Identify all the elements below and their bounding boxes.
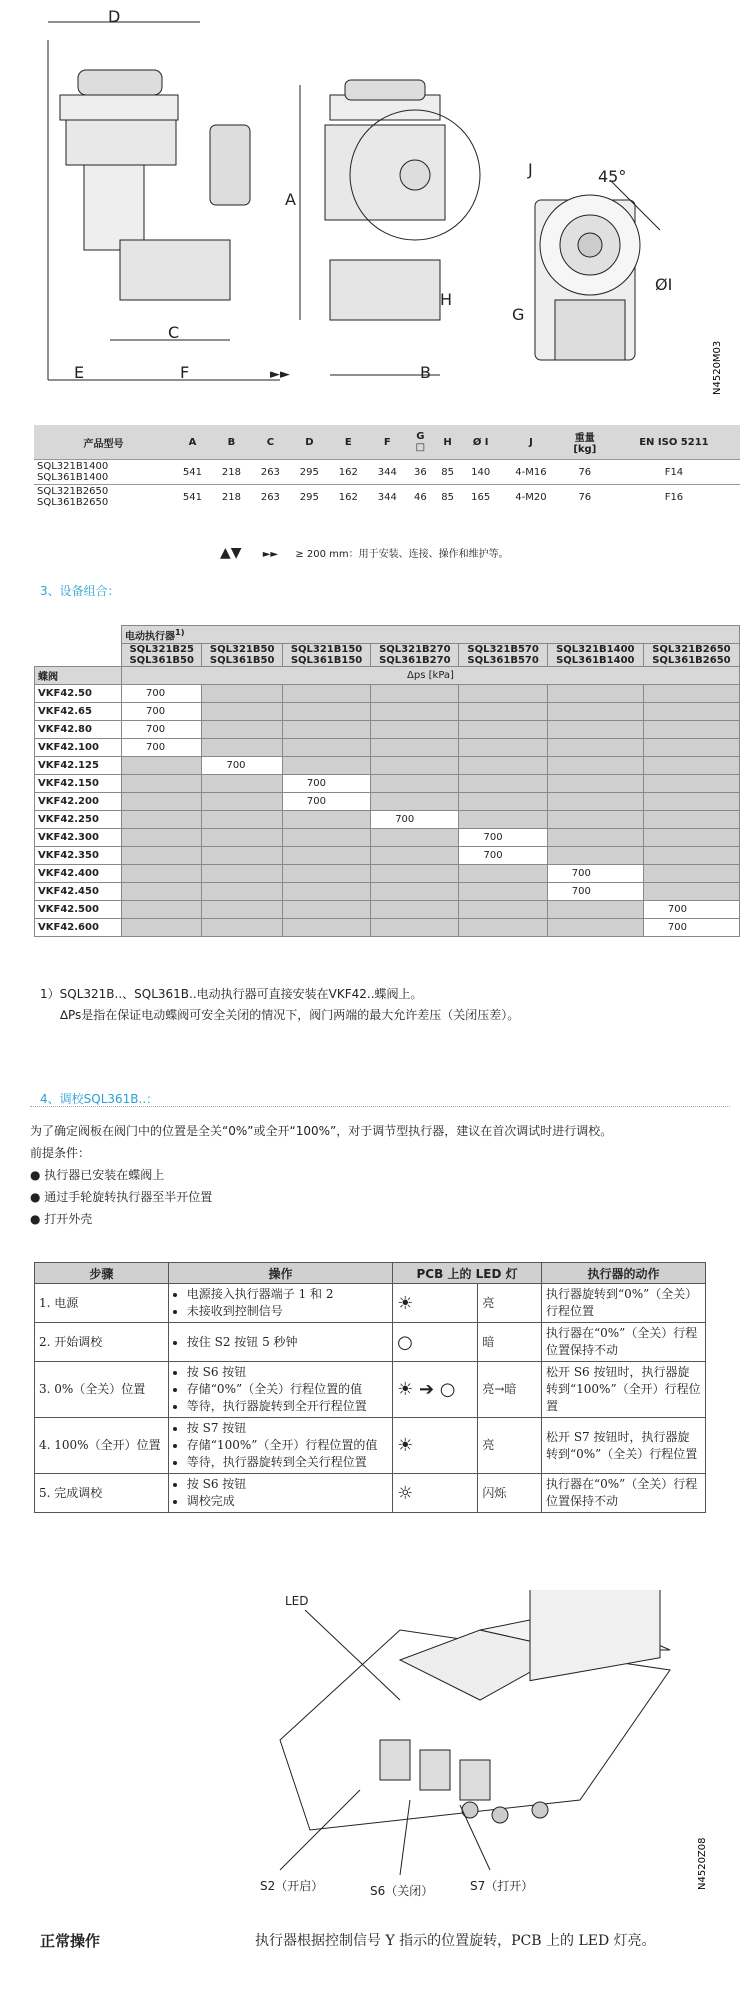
combo-empty-cell xyxy=(547,721,643,739)
spec-cell: 541 xyxy=(182,466,202,478)
operation-item: • 未接收到控制信号 xyxy=(187,1303,388,1320)
combo-empty-cell xyxy=(371,685,459,703)
led-state-text: 闪烁 xyxy=(478,1474,542,1513)
combo-empty-cell xyxy=(459,865,547,883)
col-led: PCB 上的 LED 灯 xyxy=(393,1263,542,1284)
combo-empty-cell xyxy=(371,757,459,775)
operation-item: • 调校完成 xyxy=(187,1493,388,1510)
combo-empty-cell xyxy=(643,883,739,901)
combo-row xyxy=(35,847,740,865)
combo-empty-cell xyxy=(202,703,282,721)
prereq-title: 前提条件： xyxy=(30,1146,91,1160)
combo-empty-cell xyxy=(643,739,739,757)
combo-empty-cell xyxy=(459,775,547,793)
combo-empty-cell xyxy=(122,865,202,883)
combo-empty-cell xyxy=(643,811,739,829)
col-e: E xyxy=(329,425,368,460)
spec-cell: 76 xyxy=(578,491,592,503)
combo-empty-cell xyxy=(202,829,282,847)
section-divider xyxy=(30,1106,730,1107)
spec-cell: 76 xyxy=(578,466,592,478)
combo-valve: VKF42.250 xyxy=(35,811,122,829)
combo-empty-cell xyxy=(202,775,282,793)
operation-item: • 存储“0%”（全关）行程位置的值 xyxy=(187,1381,388,1398)
combo-valve: VKF42.150 xyxy=(35,775,122,793)
right-arrows-icon: ►► xyxy=(262,549,279,560)
combo-empty-cell xyxy=(547,793,643,811)
led-state-text: 亮 xyxy=(478,1418,542,1474)
step-operations xyxy=(168,1418,392,1474)
col-j: J xyxy=(500,425,562,460)
actuator-action: 松开 S6 按钮时，执行器旋转到“100%”（全开）行程位置 xyxy=(542,1362,706,1418)
col-h: H xyxy=(434,425,461,460)
combo-empty-cell xyxy=(282,829,370,847)
spec-cell: 295 xyxy=(299,466,319,478)
combo-actuator: SQL321B150 SQL361B150 xyxy=(282,644,370,667)
combo-valve: VKF42.400 xyxy=(35,865,122,883)
combo-empty-cell xyxy=(459,703,547,721)
combo-empty-cell xyxy=(282,883,370,901)
combo-dps-value: 700 xyxy=(122,703,202,721)
clearance-arrows: ►► xyxy=(270,367,290,382)
led-state-text: 亮 xyxy=(478,1284,542,1323)
combo-row xyxy=(35,865,740,883)
led-state-icon: ☼ xyxy=(393,1474,478,1513)
legend-row xyxy=(220,545,509,561)
col-b: B xyxy=(212,425,251,460)
led-state-icon: ○ xyxy=(393,1323,478,1362)
normal-op-title: 正常操作 xyxy=(40,1932,101,1950)
dim-label-h: H xyxy=(440,290,453,309)
combo-empty-cell xyxy=(643,829,739,847)
combo-valve: VKF42.600 xyxy=(35,919,122,937)
step-name: 2. 开始调校 xyxy=(35,1323,169,1362)
combo-row xyxy=(35,883,740,901)
combo-empty-cell xyxy=(122,847,202,865)
step-row xyxy=(35,1284,706,1323)
combo-empty-cell xyxy=(282,703,370,721)
drawing-code: N4520M03 xyxy=(712,340,723,395)
combo-valve-header: 蝶阀 xyxy=(35,667,122,685)
prereq-item: ● 打开外壳 xyxy=(30,1212,93,1226)
spec-cell: 344 xyxy=(377,491,397,503)
combo-dps-value: 700 xyxy=(643,901,739,919)
combo-empty-cell xyxy=(371,865,459,883)
operation-item: • 按住 S2 按钮 5 秒钟 xyxy=(187,1334,388,1351)
operation-item: • 电源接入执行器端子 1 和 2 xyxy=(187,1286,388,1303)
dim-label-d: D xyxy=(108,7,121,26)
pcb-s6-label: S6（关闭） xyxy=(370,1884,434,1898)
combo-valve: VKF42.500 xyxy=(35,901,122,919)
combo-dps-value: 700 xyxy=(202,757,282,775)
combo-valve: VKF42.450 xyxy=(35,883,122,901)
dim-label-g: G xyxy=(512,305,525,324)
col-i: Ø I xyxy=(461,425,500,460)
spec-cell: 295 xyxy=(299,491,319,503)
combo-empty-cell xyxy=(371,829,459,847)
pcb-svg xyxy=(250,1590,720,1900)
combo-dps-header: Δps [kPa] xyxy=(122,667,740,685)
step-name: 1. 电源 xyxy=(35,1284,169,1323)
combo-row xyxy=(35,811,740,829)
combo-empty-cell xyxy=(202,811,282,829)
step-name: 3. 0%（全关）位置 xyxy=(35,1362,169,1418)
col-g: G □ xyxy=(407,425,434,460)
combo-empty-cell xyxy=(459,901,547,919)
combo-dps-value: 700 xyxy=(459,829,547,847)
step-row xyxy=(35,1418,706,1474)
combo-dps-value: 700 xyxy=(371,811,459,829)
step-operations xyxy=(168,1284,392,1323)
combo-empty-cell xyxy=(122,775,202,793)
combo-empty-cell xyxy=(547,829,643,847)
combo-empty-cell xyxy=(282,919,370,937)
combo-empty-cell xyxy=(459,685,547,703)
combo-empty-cell xyxy=(547,811,643,829)
spec-cell: 218 xyxy=(221,466,241,478)
combo-empty-cell xyxy=(371,703,459,721)
actuator-dimension-svg xyxy=(0,0,740,410)
combo-corner xyxy=(35,644,122,667)
combo-empty-cell xyxy=(202,865,282,883)
pcb-drawing xyxy=(250,1590,720,1900)
combo-empty-cell xyxy=(202,793,282,811)
col-operation: 操作 xyxy=(168,1263,392,1284)
spec-cell: 162 xyxy=(338,491,358,503)
combo-valve: VKF42.50 xyxy=(35,685,122,703)
combo-empty-cell xyxy=(371,901,459,919)
combo-dps-value: 700 xyxy=(122,721,202,739)
dim-label-e: E xyxy=(74,363,85,382)
combo-empty-cell xyxy=(643,865,739,883)
operation-item: • 按 S6 按钮 xyxy=(187,1364,388,1381)
combo-empty-cell xyxy=(202,721,282,739)
spec-cell: 140 xyxy=(471,466,491,478)
combo-valve: VKF42.100 xyxy=(35,739,122,757)
footnote-2: ∆Ps是指在保证电动蝶阀可安全关闭的情况下，阀门两端的最大允许差压（关闭压差）。 xyxy=(60,1008,520,1022)
spec-cell: 541 xyxy=(182,491,202,503)
combo-empty-cell xyxy=(202,919,282,937)
dimension-table xyxy=(34,425,740,509)
operation-item: • 存储“100%”（全开）行程位置的值 xyxy=(187,1437,388,1454)
actuator-action: 松开 S7 按钮时，执行器旋转到“0%”（全关）行程位置 xyxy=(542,1418,706,1474)
step-row xyxy=(35,1474,706,1513)
led-state-icon: ☀ xyxy=(393,1418,478,1474)
combo-empty-cell xyxy=(547,901,643,919)
combo-empty-cell xyxy=(282,721,370,739)
actuator-action: 执行器在“0%”（全关）行程位置保持不动 xyxy=(542,1474,706,1513)
combo-empty-cell xyxy=(282,739,370,757)
combo-row xyxy=(35,703,740,721)
combo-dps-value: 700 xyxy=(459,847,547,865)
combo-empty-cell xyxy=(122,919,202,937)
operation-item: • 按 S6 按钮 xyxy=(187,1476,388,1493)
spec-cell: 4-M20 xyxy=(515,491,547,503)
combo-empty-cell xyxy=(459,721,547,739)
dimension-drawing xyxy=(0,0,740,410)
combo-empty-cell xyxy=(643,793,739,811)
combo-empty-cell xyxy=(122,811,202,829)
section-4-title: 4、调校SQL361B..： xyxy=(40,1092,159,1106)
combo-row xyxy=(35,721,740,739)
combo-dps-value: 700 xyxy=(547,883,643,901)
combo-valve: VKF42.65 xyxy=(35,703,122,721)
combo-dps-value: 700 xyxy=(282,775,370,793)
pcb-s2-label: S2（开启） xyxy=(260,1879,324,1893)
spec-model: SQL321B1400 SQL361B1400 xyxy=(37,461,109,483)
step-name: 5. 完成调校 xyxy=(35,1474,169,1513)
spec-row xyxy=(34,485,740,510)
pcb-led-label: LED xyxy=(285,1594,309,1608)
combo-row xyxy=(35,739,740,757)
combo-empty-cell xyxy=(122,829,202,847)
combo-dps-value: 700 xyxy=(643,919,739,937)
combo-empty-cell xyxy=(371,883,459,901)
step-operations xyxy=(168,1474,392,1513)
calibration-intro: 为了确定阀板在阀门中的位置是全关“0%”或全开“100%”，对于调节型执行器，建议在首次调试时进行调校。 xyxy=(30,1124,613,1138)
footnote-1: 1）SQL321B..、SQL361B..电动执行器可直接安装在VKF42..蝶阀上。 xyxy=(40,987,423,1001)
combo-valve: VKF42.80 xyxy=(35,721,122,739)
combo-empty-cell xyxy=(547,757,643,775)
combo-empty-cell xyxy=(371,847,459,865)
combo-empty-cell xyxy=(643,685,739,703)
combo-empty-cell xyxy=(459,919,547,937)
combo-actuator: SQL321B270 SQL361B270 xyxy=(371,644,459,667)
step-operations xyxy=(168,1362,392,1418)
combo-empty-cell xyxy=(459,793,547,811)
clearance-note: ≥ 200 mm：用于安装、连接、操作和维护等。 xyxy=(295,549,509,560)
combo-empty-cell xyxy=(459,883,547,901)
combo-empty-cell xyxy=(371,721,459,739)
normal-op-text: 执行器根据控制信号 Y 指示的位置旋转，PCB 上的 LED 灯亮。 xyxy=(255,1933,656,1949)
spec-cell: 218 xyxy=(221,491,241,503)
dim-label-b: B xyxy=(420,363,431,382)
spec-cell: 263 xyxy=(260,466,280,478)
combo-empty-cell xyxy=(459,811,547,829)
spec-cell: 344 xyxy=(377,466,397,478)
combo-empty-cell xyxy=(371,919,459,937)
prereq-item: ● 执行器已安装在蝶阀上 xyxy=(30,1168,165,1182)
combo-empty-cell xyxy=(643,757,739,775)
led-state-icon: ☀ xyxy=(393,1284,478,1323)
combo-empty-cell xyxy=(371,775,459,793)
up-down-arrow-icon: ▲▼ xyxy=(220,545,242,561)
combo-empty-cell xyxy=(282,847,370,865)
dim-label-i: ØI xyxy=(655,275,673,294)
combo-valve: VKF42.200 xyxy=(35,793,122,811)
combo-empty-cell xyxy=(202,739,282,757)
combo-empty-cell xyxy=(122,901,202,919)
led-state-text: 暗 xyxy=(478,1323,542,1362)
spec-cell: 85 xyxy=(441,466,454,478)
combo-row xyxy=(35,775,740,793)
combo-corner xyxy=(35,626,122,644)
col-model: 产品型号 xyxy=(34,425,173,460)
combo-empty-cell xyxy=(282,757,370,775)
combo-empty-cell xyxy=(643,847,739,865)
spec-model: SQL321B2650 SQL361B2650 xyxy=(37,486,109,508)
section-3-title: 3、设备组合： xyxy=(40,584,120,598)
combo-actuator-header: 电动执行器$^{1)}$ xyxy=(122,626,740,644)
combo-empty-cell xyxy=(643,703,739,721)
combo-dps-value: 700 xyxy=(282,793,370,811)
combo-empty-cell xyxy=(122,883,202,901)
step-row xyxy=(35,1362,706,1418)
pcb-s7-label: S7（打开） xyxy=(470,1879,534,1893)
step-name: 4. 100%（全开）位置 xyxy=(35,1418,169,1474)
led-state-text: 亮→暗 xyxy=(478,1362,542,1418)
combo-empty-cell xyxy=(282,901,370,919)
combo-row xyxy=(35,901,740,919)
dim-label-c: C xyxy=(168,323,180,342)
col-f: F xyxy=(368,425,407,460)
combo-row xyxy=(35,685,740,703)
actuator-action: 执行器在“0%”（全关）行程位置保持不动 xyxy=(542,1323,706,1362)
combo-empty-cell xyxy=(643,775,739,793)
spec-cell: 46 xyxy=(414,491,427,503)
step-row xyxy=(35,1323,706,1362)
dim-label-j: J xyxy=(528,160,533,179)
dim-label-f: F xyxy=(180,363,190,382)
combo-empty-cell xyxy=(122,757,202,775)
step-operations xyxy=(168,1323,392,1362)
combo-actuator: SQL321B2650 SQL361B2650 xyxy=(643,644,739,667)
combo-empty-cell xyxy=(547,847,643,865)
combination-table xyxy=(34,625,740,937)
combo-row xyxy=(35,793,740,811)
combo-empty-cell xyxy=(371,739,459,757)
spec-cell: 85 xyxy=(441,491,454,503)
combo-actuator: SQL321B25 SQL361B50 xyxy=(122,644,202,667)
combo-dps-value: 700 xyxy=(122,739,202,757)
combo-row xyxy=(35,757,740,775)
col-d: D xyxy=(290,425,329,460)
combo-valve: VKF42.125 xyxy=(35,757,122,775)
combo-actuator: SQL321B570 SQL361B570 xyxy=(459,644,547,667)
spec-cell: 263 xyxy=(260,491,280,503)
combo-empty-cell xyxy=(547,739,643,757)
prereq-item: ● 通过手轮旋转执行器至半开位置 xyxy=(30,1190,213,1204)
spec-cell: F16 xyxy=(664,491,684,503)
col-weight: 重量 [kg] xyxy=(562,425,608,460)
combo-dps-value: 700 xyxy=(122,685,202,703)
dim-label-angle: 45° xyxy=(598,167,627,186)
col-action: 执行器的动作 xyxy=(542,1263,706,1284)
combo-empty-cell xyxy=(459,739,547,757)
combo-empty-cell xyxy=(547,775,643,793)
combo-empty-cell xyxy=(547,703,643,721)
combo-empty-cell xyxy=(282,865,370,883)
combo-valve: VKF42.350 xyxy=(35,847,122,865)
combo-actuator: SQL321B1400 SQL361B1400 xyxy=(547,644,643,667)
spec-cell: 165 xyxy=(471,491,491,503)
combo-empty-cell xyxy=(202,847,282,865)
combo-actuator: SQL321B50 SQL361B50 xyxy=(202,644,282,667)
spec-cell: F14 xyxy=(664,466,684,478)
combo-empty-cell xyxy=(643,721,739,739)
combo-row xyxy=(35,829,740,847)
combo-empty-cell xyxy=(547,919,643,937)
combo-empty-cell xyxy=(459,757,547,775)
operation-item: • 按 S7 按钮 xyxy=(187,1420,388,1437)
dim-label-a: A xyxy=(285,190,296,209)
spec-cell: 162 xyxy=(338,466,358,478)
combo-empty-cell xyxy=(202,901,282,919)
combo-valve: VKF42.300 xyxy=(35,829,122,847)
led-state-icon: ☀ ➔ ○ xyxy=(393,1362,478,1418)
combo-empty-cell xyxy=(282,811,370,829)
combo-empty-cell xyxy=(371,793,459,811)
combo-dps-value: 700 xyxy=(547,865,643,883)
combo-empty-cell xyxy=(122,793,202,811)
col-a: A xyxy=(173,425,212,460)
operation-item: • 等待，执行器旋转到全关行程位置 xyxy=(187,1454,388,1471)
spec-cell: 36 xyxy=(414,466,427,478)
col-c: C xyxy=(251,425,290,460)
combo-empty-cell xyxy=(202,685,282,703)
actuator-action: 执行器旋转到“0%”（全关）行程位置 xyxy=(542,1284,706,1323)
combo-row xyxy=(35,919,740,937)
combo-empty-cell xyxy=(547,685,643,703)
calibration-steps-table xyxy=(34,1262,706,1513)
spec-row xyxy=(34,460,740,485)
operation-item: • 等待，执行器旋转到全开行程位置 xyxy=(187,1398,388,1415)
spec-cell: 4-M16 xyxy=(515,466,547,478)
pcb-code: N4520Z08 xyxy=(697,1837,708,1890)
col-iso: EN ISO 5211 xyxy=(608,425,740,460)
col-step: 步骤 xyxy=(35,1263,169,1284)
combo-empty-cell xyxy=(282,685,370,703)
combo-empty-cell xyxy=(202,883,282,901)
